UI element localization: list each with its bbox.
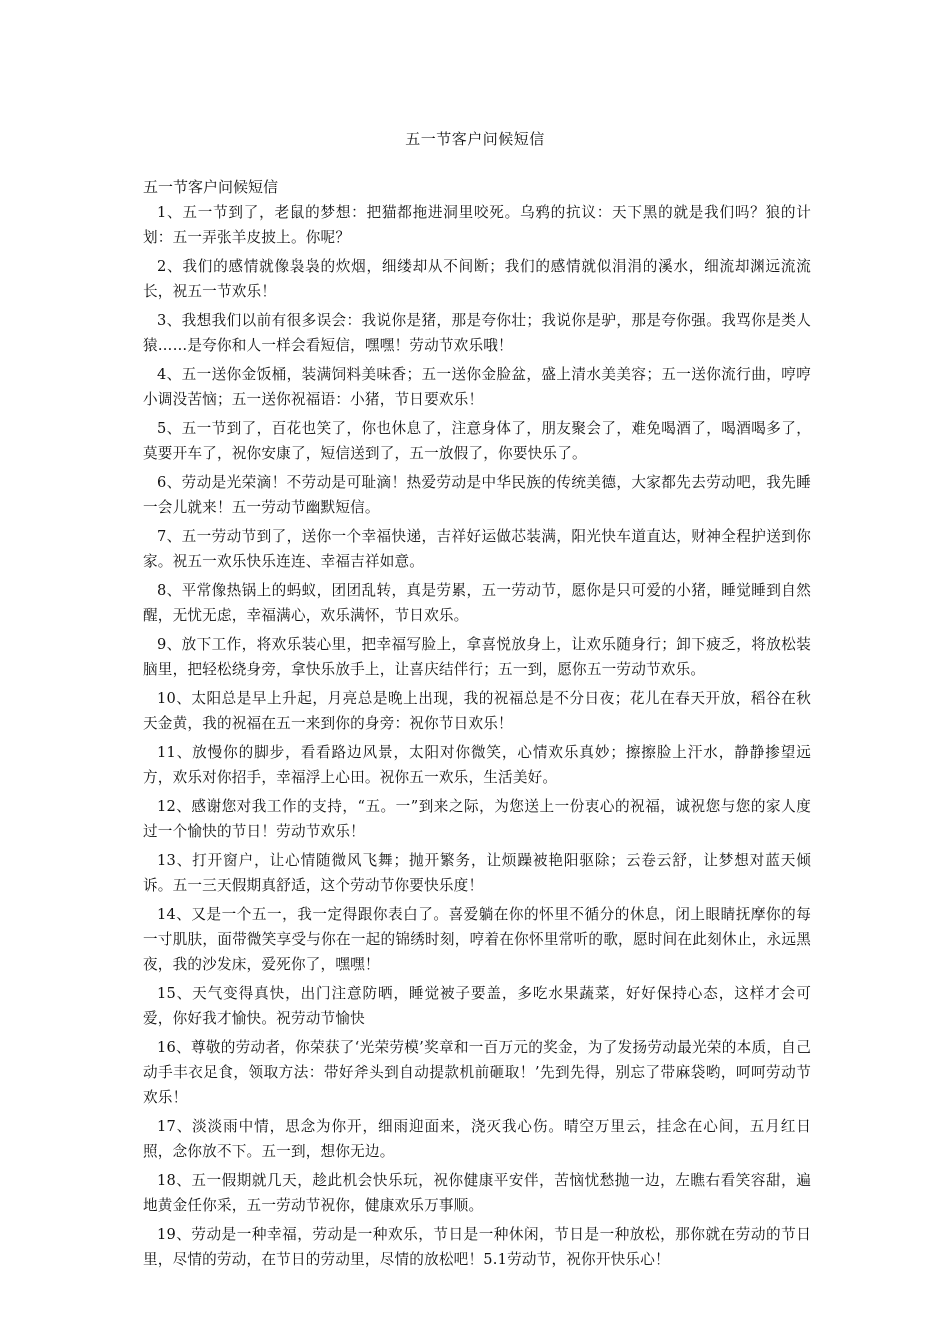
paragraph-13: 13、打开窗户，让心情随微风飞舞；抛开繁务，让烦躁被艳阳驱除；云卷云舒，让梦想对蓝天倾诉。五一三天假期真舒适，这个劳动节你要快乐度！ — [143, 852, 811, 894]
paragraph-9: 9、放下工作，将欢乐装心里，把幸福写脸上，拿喜悦放身上，让欢乐随身行；卸下疲乏，将放松装脑里，把轻松绕身旁，拿快乐放手上，让喜庆结伴行；五一到，愿你五一劳动节欢乐。 — [143, 636, 811, 678]
paragraph-6: 6、劳动是光荣滴！不劳动是可耻滴！热爱劳动是中华民族的传统美德，大家都先去劳动吧，我先睡一会儿就来！五一劳动节幽默短信。 — [143, 474, 811, 516]
paragraph-5: 5、五一节到了，百花也笑了，你也休息了，注意身体了，朋友聚会了，难免喝酒了，喝酒喝多了，莫要开车了，祝你安康了，短信送到了，五一放假了，你要快乐了。 — [143, 420, 811, 462]
paragraph-7: 7、五一劳动节到了，送你一个幸福快递，吉祥好运做芯装满，阳光快车道直达，财神全程护送到你家。祝五一欢乐快乐连连、幸福吉祥如意。 — [143, 528, 811, 570]
paragraph-8: 8、平常像热锅上的蚂蚁，团团乱转，真是劳累，五一劳动节，愿你是只可爱的小猪，睡觉睡到自然醒，无忧无虑，幸福满心，欢乐满怀，节日欢乐。 — [143, 582, 811, 624]
document-title: 五一节客户问候短信 — [405, 130, 545, 148]
paragraph-11: 11、放慢你的脚步，看看路边风景，太阳对你微笑，心情欢乐真妙；擦擦脸上汗水，静静掺望远方，欢乐对你招手，幸福浮上心田。祝你五一欢乐，生活美好。 — [143, 744, 811, 786]
paragraph-10: 10、太阳总是早上升起，月亮总是晚上出现，我的祝福总是不分日夜；花儿在春天开放，稻谷在秋天金黄，我的祝福在五一来到你的身旁：祝你节日欢乐！ — [143, 690, 811, 732]
paragraph-1: 1、五一节到了，老鼠的梦想：把猫都拖进洞里咬死。乌鸦的抗议：天下黑的就是我们吗？狼的计划：五一弄张羊皮披上。你呢？ — [143, 204, 811, 246]
paragraph-4: 4、五一送你金饭桶，装满饲料美味香；五一送你金脸盆，盛上清水美美容；五一送你流行曲，哼哼小调没苦恼；五一送你祝福语：小猪，节日要欢乐！ — [143, 366, 811, 408]
paragraph-19: 19、劳动是一种幸福，劳动是一种欢乐，节日是一种休闲，节日是一种放松，那你就在劳动的节日里，尽情的劳动，在节日的劳动里，尽情的放松吧！5.1劳动节，祝你开快乐心！ — [143, 1226, 811, 1268]
paragraph-15: 15、天气变得真快，出门注意防晒，睡觉被子要盖，多吃水果蔬菜，好好保持心态，这样才会可爱，你好我才愉快。祝劳动节愉快 — [143, 985, 811, 1027]
document-body — [143, 176, 811, 1276]
paragraph-17: 17、淡淡雨中情，思念为你开，细雨迎面来，浇灭我心伤。晴空万里云，挂念在心间，五月红日照，念你放不下。五一到，想你无边。 — [143, 1118, 811, 1160]
document-subtitle: 五一节客户问候短信 — [143, 178, 279, 196]
paragraph-12: 12、感谢您对我工作的支持，“五。一”到来之际，为您送上一份衷心的祝福，诚祝您与您的家人度过一个愉快的节日！劳动节欢乐！ — [143, 798, 811, 840]
paragraph-16: 16、尊敬的劳动者，你荣获了‘光荣劳模’奖章和一百万元的奖金，为了发扬劳动最光荣的本质，自己动手丰衣足食，领取方法：带好斧头到自动提款机前砸取！’先到先得，别忘了带麻袋哟，呵呵劳动节欢乐！ — [143, 1039, 811, 1106]
paragraph-18: 18、五一假期就几天，趁此机会快乐玩，祝你健康平安伴，苦恼忧愁抛一边，左瞧右看笑容甜，遍地黄金任你采，五一劳动节祝你，健康欢乐万事顺。 — [143, 1172, 811, 1214]
paragraph-3: 3、我想我们以前有很多误会：我说你是猪，那是夸你壮；我说你是驴，那是夸你强。我骂你是类人猿……是夸你和人一样会看短信，嘿嘿！劳动节欢乐哦！ — [143, 312, 811, 354]
paragraph-14: 14、又是一个五一，我一定得跟你表白了。喜爱躺在你的怀里不循分的休息，闭上眼睛抚摩你的每一寸肌肤，面带微笑享受与你在一起的锦绣时刻，哼着在你怀里常听的歌，愿时间在此刻休止，永远黑夜，我的沙发床，爱死你了，嘿嘿！ — [143, 906, 811, 973]
paragraph-2: 2、我们的感情就像袅袅的炊烟，细缕却从不间断；我们的感情就似涓涓的溪水，细流却渊远流流长，祝五一节欢乐！ — [143, 258, 811, 300]
